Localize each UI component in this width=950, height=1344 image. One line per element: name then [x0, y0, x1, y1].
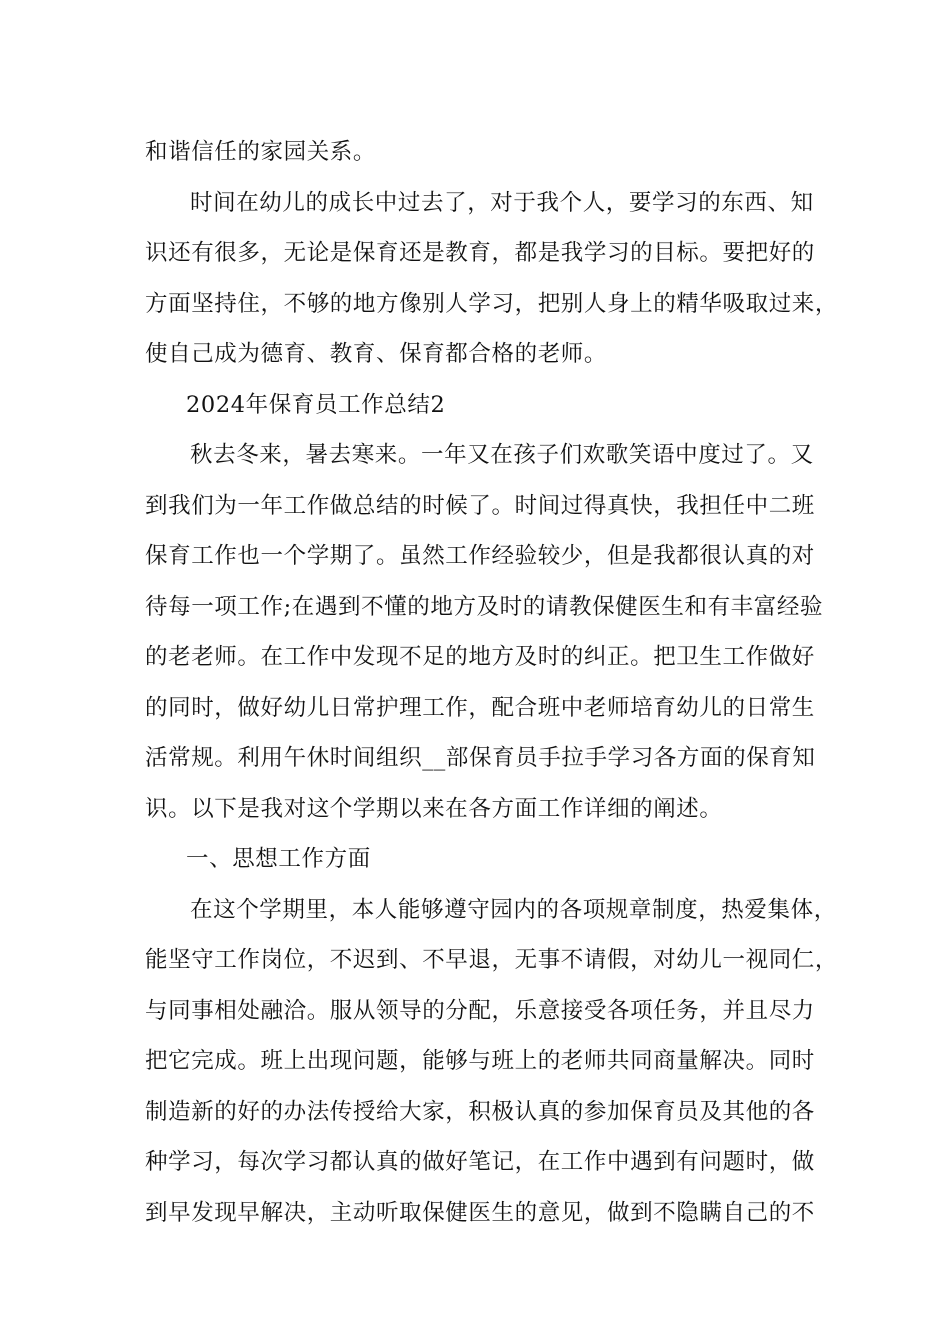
text-line: 到我们为一年工作做总结的时候了。时间过得真快，我担任中二班 — [145, 492, 815, 519]
text-line: 识还有很多，无论是保育还是教育，都是我学习的目标。要把好的 — [145, 240, 815, 266]
text-line: 方面坚持住，不够的地方像别人学习，把别人身上的精华吸取过来， — [145, 290, 839, 317]
section-heading: 2024年保育员工作总结2 — [186, 391, 446, 418]
text-line: 能坚守工作岗位，不迟到、不早退，无事不请假，对幼儿一视同仁， — [145, 947, 839, 973]
text-line: 待每一项工作;在遇到不懂的地方及时的请教保健医生和有丰富经验 — [145, 593, 824, 620]
text-line: 把它完成。班上出现问题，能够与班上的老师共同商量解决。同时 — [145, 1048, 815, 1074]
text-line: 保育工作也一个学期了。虽然工作经验较少，但是我都很认真的对 — [145, 543, 815, 569]
paragraph-start-line: 在这个学期里，本人能够遵守园内的各项规章制度，热爱集体， — [190, 896, 837, 923]
text-line: 种学习，每次学习都认真的做好笔记，在工作中遇到有问题时，做 — [145, 1149, 815, 1175]
text-line: 与同事相处融洽。服从领导的分配，乐意接受各项任务，并且尽力 — [145, 997, 815, 1024]
paragraph-start-line: 时间在幼儿的成长中过去了，对于我个人，要学习的东西、知 — [190, 189, 814, 216]
text-line: 的同时，做好幼儿日常护理工作，配合班中老师培育幼儿的日常生 — [145, 694, 815, 721]
text-line: 的老老师。在工作中发现不足的地方及时的纠正。把卫生工作做好 — [145, 644, 815, 670]
text-line: 使自己成为德育、教育、保育都合格的老师。 — [145, 341, 608, 367]
text-line: 和谐信任的家园关系。 — [145, 139, 377, 165]
paragraph-start-line: 秋去冬来，暑去寒来。一年又在孩子们欢歌笑语中度过了。又 — [190, 442, 814, 468]
document-page — [145, 127, 839, 1238]
text-line: 识。以下是我对这个学期以来在各方面工作详细的阐述。 — [145, 795, 723, 822]
subsection-heading: 一、思想工作方面 — [186, 846, 371, 872]
text-line: 制造新的好的办法传授给大家，积极认真的参加保育员及其他的各 — [145, 1098, 815, 1125]
text-line: 活常规。利用午休时间组织__部保育员手拉手学习各方面的保育知 — [145, 745, 816, 771]
text-line: 到早发现早解决，主动听取保健医生的意见，做到不隐瞒自己的不 — [145, 1199, 815, 1226]
